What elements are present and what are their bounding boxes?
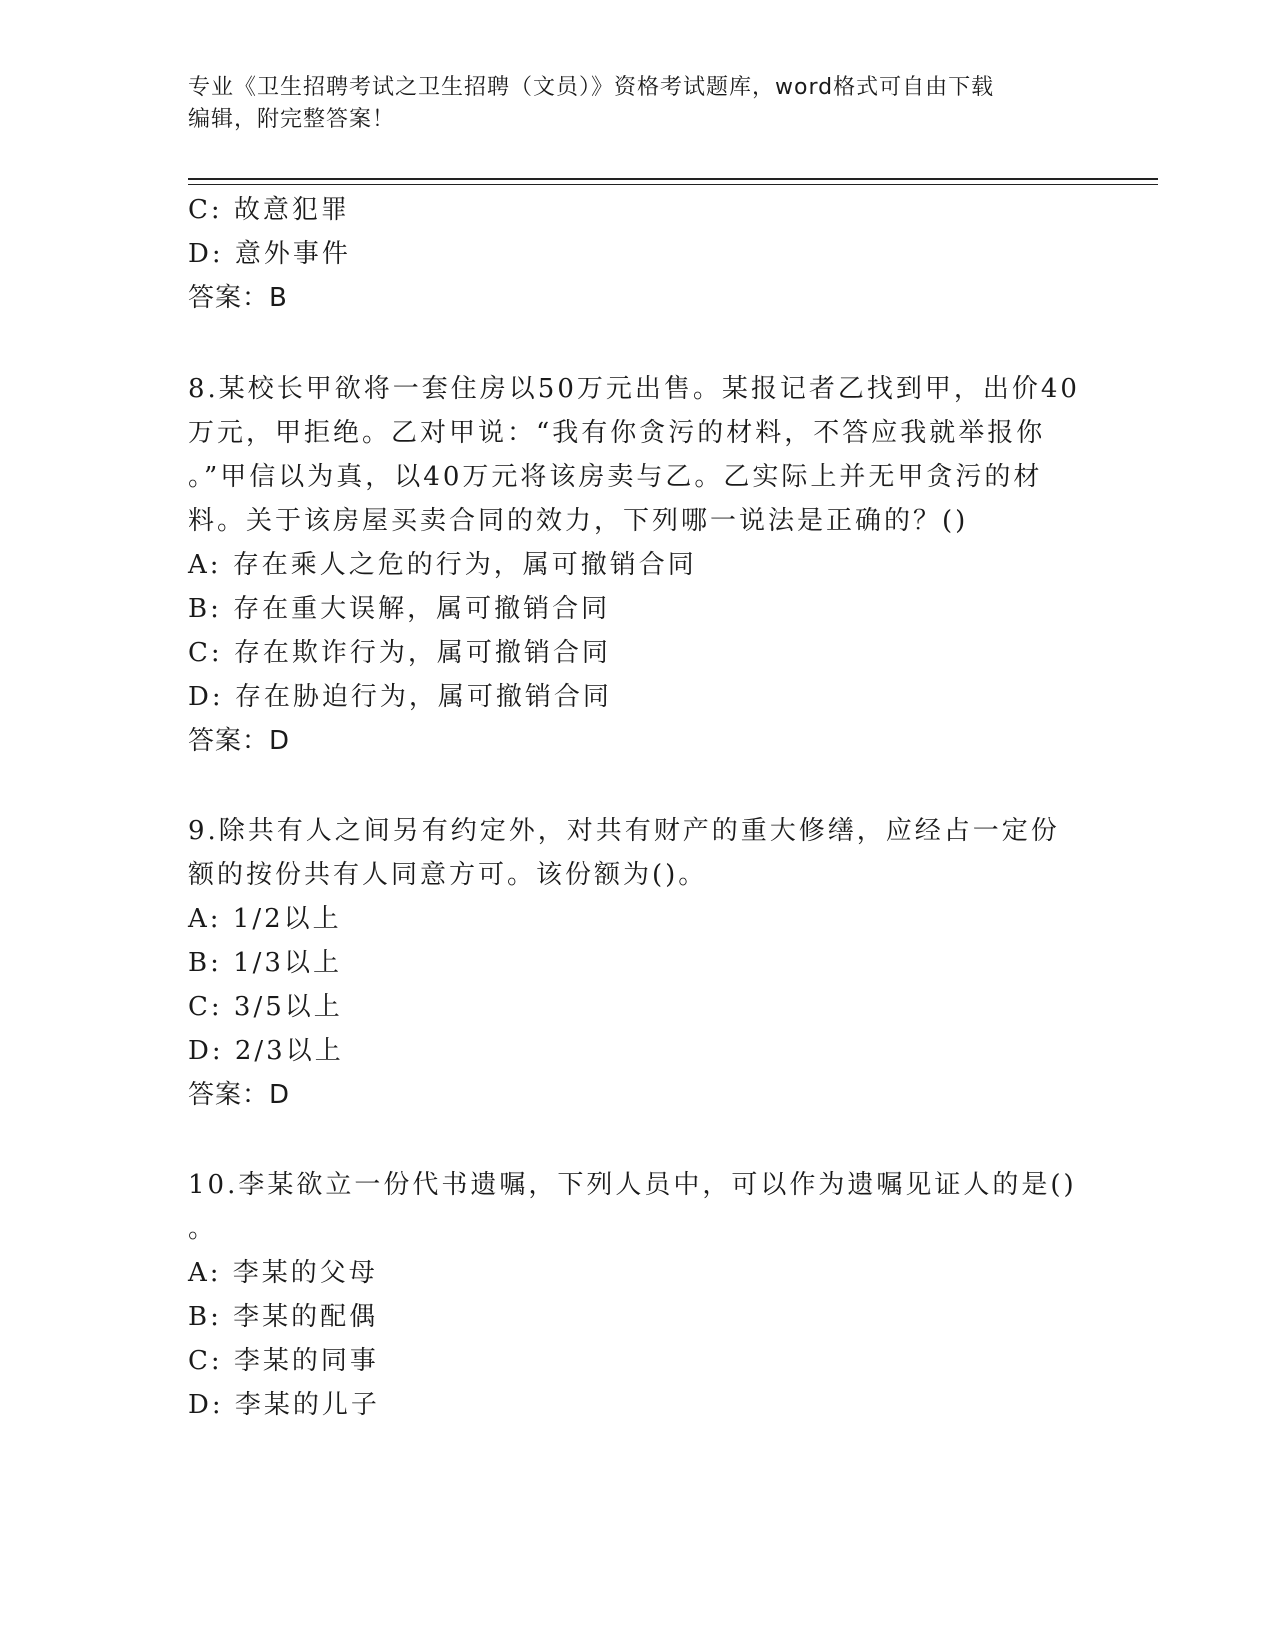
q9-option-a: A: 1/2以上 (188, 904, 342, 934)
header-line-2: 编辑，附完整答案！ (188, 107, 396, 132)
q9-answer: 答案：D (188, 1080, 291, 1110)
q9-stem-line-2: 额的按份共有人同意方可。该份额为()。 (188, 860, 708, 890)
q8-option-d: D: 存在胁迫行为，属可撤销合同 (188, 682, 612, 712)
q8-stem-line-3: 。”甲信以为真，以40万元将该房卖与乙。乙实际上并无甲贪污的材 (188, 462, 1043, 492)
q8-answer: 答案：D (188, 726, 291, 756)
q10-option-d: D: 李某的儿子 (188, 1390, 380, 1420)
header-rule-thin (188, 184, 1158, 185)
prev-option-c: C: 故意犯罪 (188, 195, 350, 225)
q8-option-b: B: 存在重大误解，属可撤销合同 (188, 594, 611, 624)
prev-option-d: D: 意外事件 (188, 239, 351, 269)
q8-stem-line-1: 8.某校长甲欲将一套住房以50万元出售。某报记者乙找到甲，出价40 (188, 374, 1080, 404)
page-header (188, 72, 1078, 136)
q9-option-c: C: 3/5以上 (188, 992, 343, 1022)
q10-option-a: A: 李某的父母 (188, 1258, 378, 1288)
q8-stem-line-2: 万元，甲拒绝。乙对甲说：“我有你贪污的材料，不答应我就举报你 (188, 418, 1046, 448)
q8-stem-line-4: 料。关于该房屋买卖合同的效力，下列哪一说法是正确的？() (188, 506, 969, 536)
q8-option-a: A: 存在乘人之危的行为，属可撤销合同 (188, 550, 697, 580)
q9-option-d: D: 2/3以上 (188, 1036, 344, 1066)
header-rule-thick (188, 178, 1158, 180)
q10-stem-line-2: 。 (188, 1214, 218, 1244)
header-line-1: 专业《卫生招聘考试之卫生招聘（文员）》资格考试题库，word格式可自由下载 (188, 75, 995, 100)
q8-option-c: C: 存在欺诈行为，属可撤销合同 (188, 638, 611, 668)
q9-option-b: B: 1/3以上 (188, 948, 342, 978)
q10-stem-line-1: 10.李某欲立一份代书遗嘱，下列人员中，可以作为遗嘱见证人的是() (188, 1170, 1077, 1200)
q10-option-c: C: 李某的同事 (188, 1346, 379, 1376)
q9-stem-line-1: 9.除共有人之间另有约定外，对共有财产的重大修缮，应经占一定份 (188, 816, 1060, 846)
q10-option-b: B: 李某的配偶 (188, 1302, 379, 1332)
prev-answer: 答案：B (188, 283, 288, 313)
